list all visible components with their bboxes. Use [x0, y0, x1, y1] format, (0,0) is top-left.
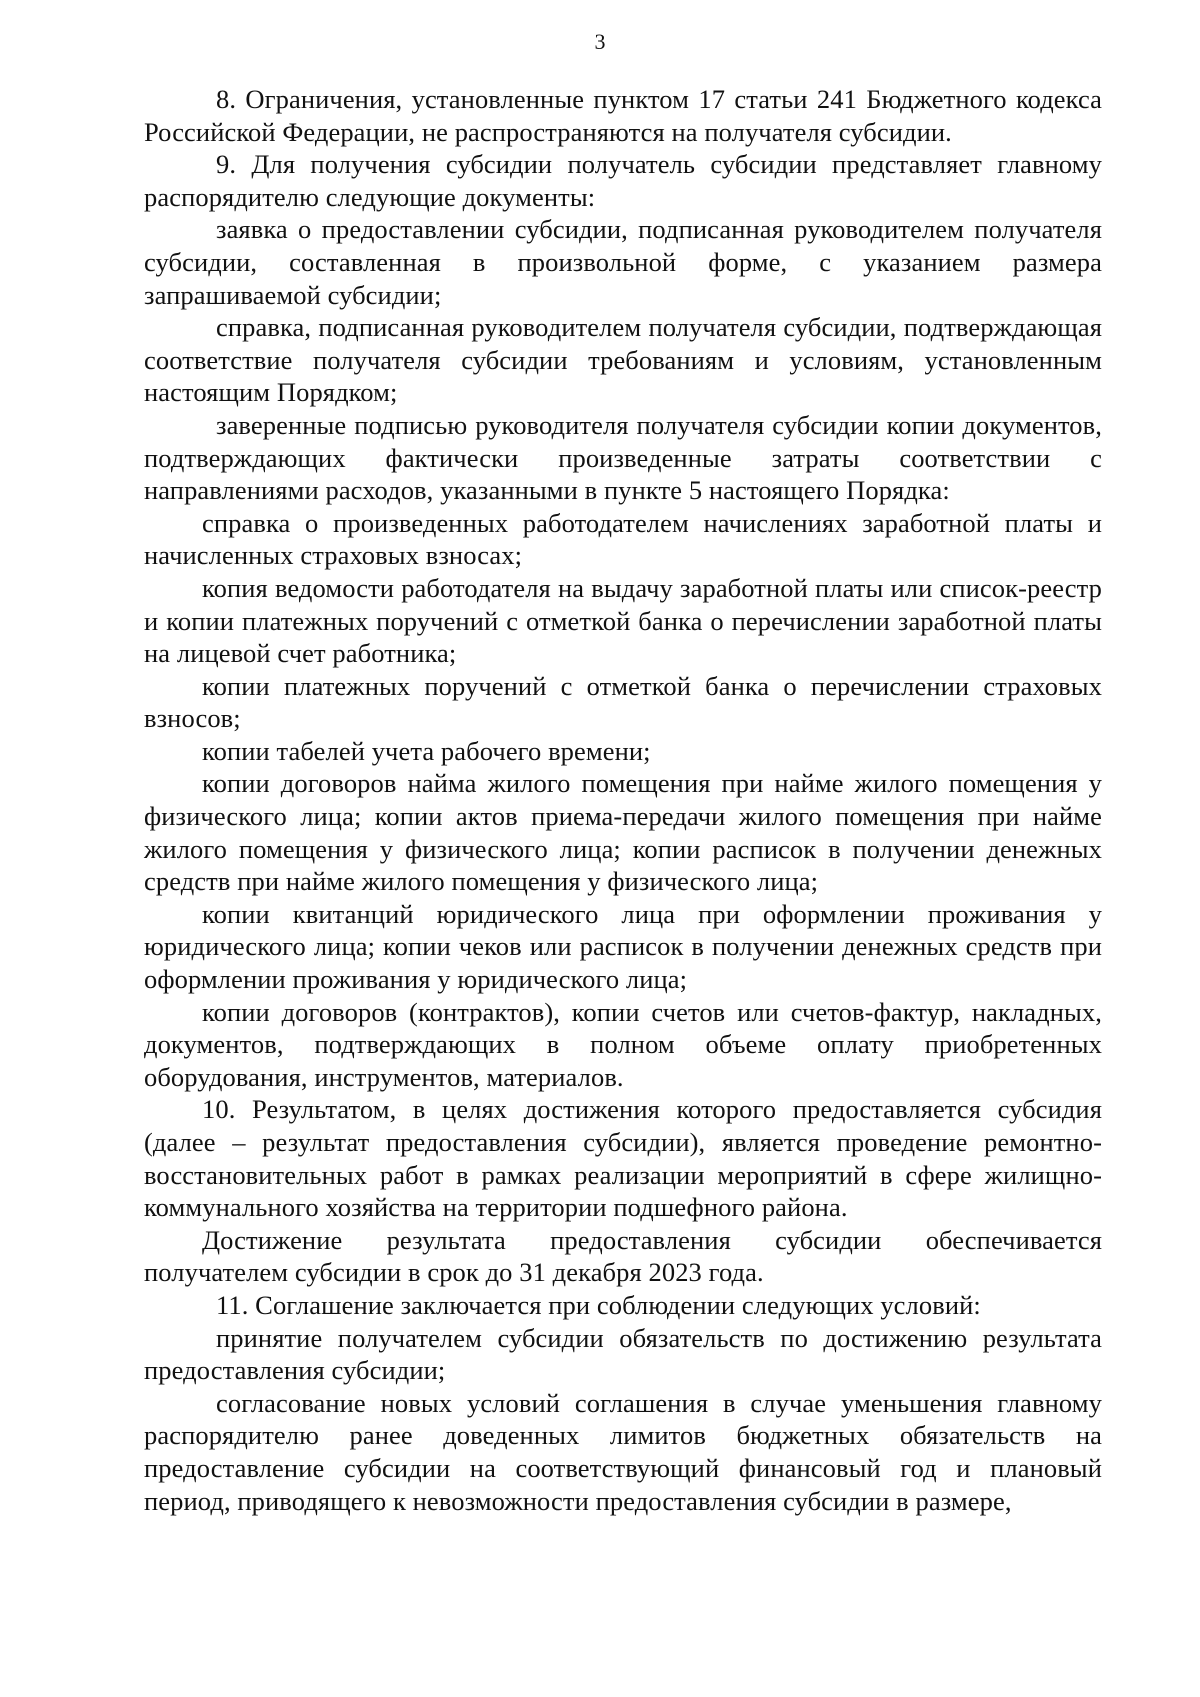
list-item-application: заявка о предоставлении субсидии, подписанная руководителем получателя субсидии, составленная в произвольной форме, с указанием размера запрашиваемой субсидии;: [144, 214, 1102, 310]
paragraph-10-result: 10. Результатом, в целях достижения которого предоставляется субсидия (далее – результат предоставления субсидии), является проведение ремонтно-восстановительных работ в рамках реализации мероприятий в сфере жилищно-коммунального хозяйства на территории подшефного района.: [144, 1094, 1102, 1223]
paragraph-result-deadline: Достижение результата предоставления субсидии обеспечивается получателем субсидии в срок до 31 декабря 2023 года.: [144, 1224, 1102, 1288]
paragraph-11-agreement: 11. Соглашение заключается при соблюдении следующих условий:: [216, 1289, 981, 1320]
page-number: 3: [594, 29, 606, 54]
list-item-obligations: принятие получателем субсидии обязательств по достижению результата предоставления субсидии;: [144, 1322, 1102, 1386]
list-item-new-conditions: согласование новых условий соглашения в случае уменьшения главному распорядителю ранее доведенных лимитов бюджетных обязательств на предоставление субсидии на соответствующий финансовый год и плановый период, приводящего к невозможности предоставления субсидии в размере,: [144, 1387, 1102, 1516]
list-item-purchase-contracts: копии договоров (контрактов), копии счетов или счетов-фактур, накладных, документов, подтверждающих в полном объеме оплату приобретенных оборудования, инструментов, материалов.: [144, 996, 1102, 1092]
list-item-salary-certificate: справка о произведенных работодателем начислениях заработной платы и начисленных страховых взносах;: [144, 507, 1102, 571]
list-item-rental-contracts: копии договоров найма жилого помещения при найме жилого помещения у физического лица; копии актов приема-передачи жилого помещения при найме жилого помещения у физического лица; копии расписок в получении денежных средств при найме жилого помещения у физического лица;: [144, 768, 1102, 897]
list-item-timesheets: копии табелей учета рабочего времени;: [202, 735, 651, 766]
document-body: [144, 83, 1102, 1517]
list-item-certificate: справка, подписанная руководителем получателя субсидии, подтверждающая соответствие получателя субсидии требованиям и условиям, установленным настоящим Порядком;: [144, 312, 1102, 408]
paragraph-8-restrictions: 8. Ограничения, установленные пунктом 17 статьи 241 Бюджетного кодекса Российской Федерации, не распространяются на получателя субсидии.: [144, 84, 1102, 147]
paragraph-9-documents: 9. Для получения субсидии получатель субсидии представляет главному распорядителю следующие документы:: [144, 149, 1102, 212]
list-item-accommodation-receipts: копии квитанций юридического лица при оформлении проживания у юридического лица; копии чеков или расписок в получении денежных средств при оформлении проживания у юридического лица;: [144, 898, 1102, 995]
list-item-payment-orders: копии платежных поручений с отметкой банка о перечислении страховых взносов;: [144, 670, 1102, 734]
list-item-certified-copies: заверенные подписью руководителя получателя субсидии копии документов, подтверждающих фактически произведенные затраты соответствии с направлениями расходов, указанными в пункте 5 настоящего Порядка:: [144, 409, 1102, 506]
list-item-payroll-statement: копия ведомости работодателя на выдачу заработной платы или список-реестр и копии платежных поручений с отметкой банка о перечислении заработной платы на лицевой счет работника;: [144, 572, 1102, 669]
